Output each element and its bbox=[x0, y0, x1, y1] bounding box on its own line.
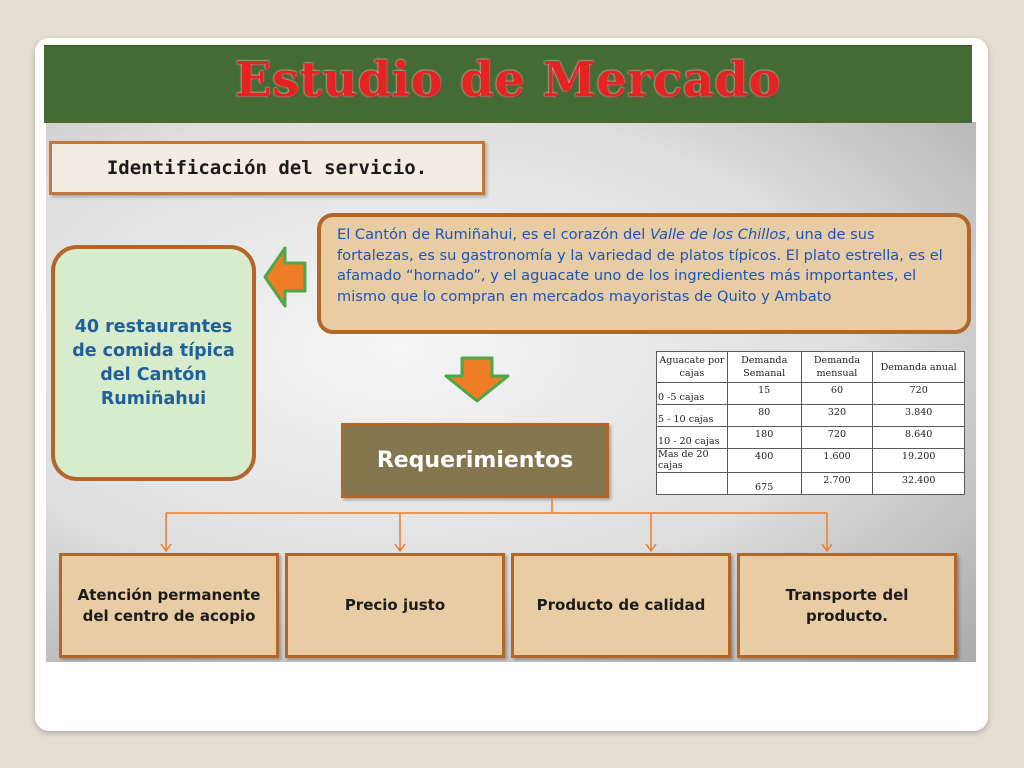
table-cell: 320 bbox=[801, 405, 873, 427]
requirement-text-4: Transporte del producto. bbox=[785, 585, 909, 625]
requirement-text-3: Producto de calidad bbox=[536, 596, 706, 614]
table-row bbox=[657, 405, 965, 427]
table-cell: 15 bbox=[727, 383, 801, 405]
table-cell: 720 bbox=[873, 383, 965, 405]
table-row bbox=[657, 427, 965, 449]
table-row-total bbox=[657, 473, 965, 495]
requirement-box-1 bbox=[59, 553, 279, 658]
table-cell: 180 bbox=[727, 427, 801, 449]
requirement-text-1: Atención permanente del centro de acopio bbox=[77, 585, 261, 625]
table-cell: 675 bbox=[727, 473, 801, 495]
description-text-part2: , una de sus fortalezas, es su gastronomía y la variedad de platos típicos. El plato estrella, es el afamado “hornado”, y el aguacate uno de los ingredientes más importantes, el mismo que lo compran en mercados mayoristas de Quito y Ambato bbox=[337, 226, 943, 305]
requirement-text-2: Precio justo bbox=[344, 596, 446, 614]
table-cell-label: 10 - 20 cajas bbox=[657, 427, 728, 449]
table-cell: 80 bbox=[727, 405, 801, 427]
table-header-row bbox=[657, 352, 965, 383]
table-cell: 8.640 bbox=[873, 427, 965, 449]
subtitle-text: Identificación del servicio. bbox=[106, 157, 428, 179]
requirement-box-2 bbox=[285, 553, 505, 658]
table-cell: 3.840 bbox=[873, 405, 965, 427]
table-row bbox=[657, 383, 965, 405]
table-cell-label bbox=[657, 473, 728, 495]
table-header: Aguacate por cajas bbox=[657, 352, 728, 383]
table-cell: 1.600 bbox=[801, 449, 873, 473]
table-cell: 32.400 bbox=[873, 473, 965, 495]
slide-title: Estudio de Mercado bbox=[235, 51, 781, 108]
restaurants-text: 40 restaurantes de comida típica del Cantón Rumiñahui bbox=[72, 317, 235, 409]
description-text-part1: El Cantón de Rumiñahui, es el corazón del bbox=[337, 226, 650, 243]
demand-table bbox=[656, 351, 965, 495]
table-cell-label: Mas de 20 cajas bbox=[657, 449, 728, 473]
table-header: Demanda Semanal bbox=[727, 352, 801, 383]
table-cell-label: 0 -5 cajas bbox=[657, 383, 728, 405]
table-header: Demanda mensual bbox=[801, 352, 873, 383]
table-cell: 2.700 bbox=[801, 473, 873, 495]
requirement-box-3 bbox=[511, 553, 731, 658]
requirement-box-4 bbox=[737, 553, 957, 658]
table-cell: 400 bbox=[727, 449, 801, 473]
table-cell: 60 bbox=[801, 383, 873, 405]
table-cell: 720 bbox=[801, 427, 873, 449]
table-header: Demanda anual bbox=[873, 352, 965, 383]
table-cell: 19.200 bbox=[873, 449, 965, 473]
table-row bbox=[657, 449, 965, 473]
requirements-label: Requerimientos bbox=[376, 448, 574, 473]
description-text-italic: Valle de los Chillos bbox=[649, 226, 786, 243]
table-cell-label: 5 - 10 cajas bbox=[657, 405, 728, 427]
